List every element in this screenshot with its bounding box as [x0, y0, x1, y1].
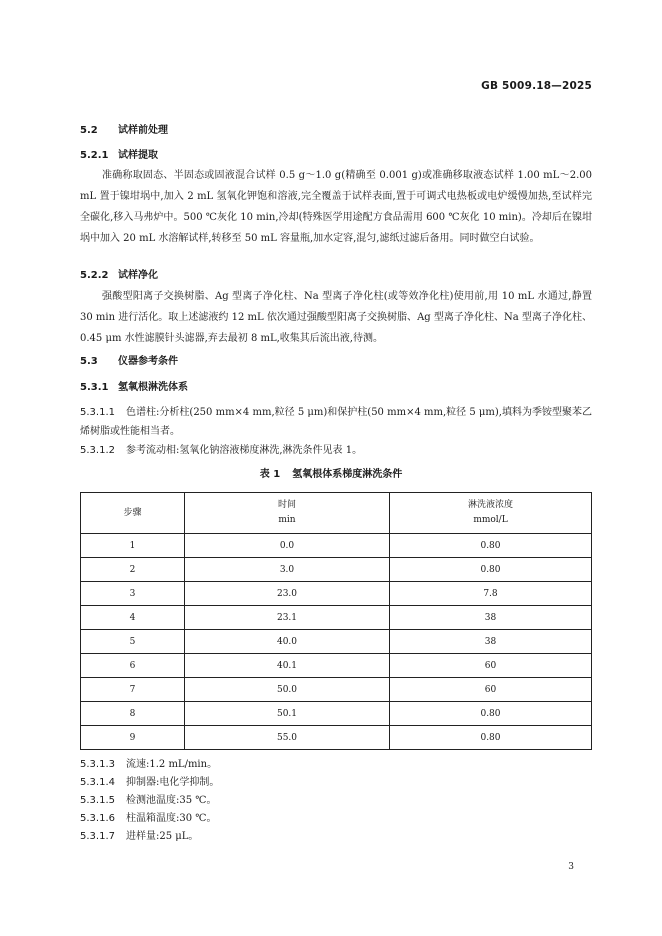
cell-concentration: 0.80: [390, 534, 592, 558]
section-5-3-heading: [80, 352, 178, 367]
cell-concentration: 0.80: [390, 558, 592, 582]
table-title: 氢氧根体系梯度淋洗条件: [292, 469, 403, 480]
table-caption: [0, 465, 662, 480]
header-step: 步骤: [81, 493, 185, 534]
header-concentration-label: 淋洗液浓度: [467, 500, 513, 510]
item-text: 柱温箱温度:30 ℃。: [126, 813, 217, 824]
table-row: [81, 606, 592, 630]
item-5-3-1-5: [80, 791, 216, 806]
section-number: 5.2: [80, 125, 98, 136]
paragraph-sample-extraction: 准确称取固态、半固态或固液混合试样 0.5 g～1.0 g(精确至 0.001 g)或准确移取液态试样 1.00 mL～2.00 mL 置于镍坩埚中,加入 2 mL 氢氧化钾饱和溶液,完全覆盖于试样表面,置于可调式电热板或电炉缓慢加热,至试样完全碳化,移入马弗炉中。500 ℃灰化 10 min,冷却(特殊医学用途配方食品需用 600 ℃灰化 10 min)。冷却后在镍坩埚中加入 20 mL 水溶解试样,转移至 50 mL 容量瓶,加水定容,混匀,滤纸过滤后备用。同时做空白试验。: [80, 170, 592, 244]
item-number: 5.3.1.6: [80, 813, 115, 824]
table-row: [81, 534, 592, 558]
table-row: [81, 654, 592, 678]
section-5-2-2-heading: [80, 266, 158, 281]
section-number: 5.3.1: [80, 382, 109, 393]
cell-time: 40.1: [185, 654, 390, 678]
table-header-row: [81, 493, 592, 534]
cell-time: 50.1: [185, 702, 390, 726]
table-row: [81, 726, 592, 750]
paragraph-sample-purification: 强酸型阳离子交换树脂、Ag 型离子净化柱、Na 型离子净化柱(或等效净化柱)使用前,用 10 mL 水通过,静置 30 min 进行活化。取上述滤液约 12 mL 依次通过强酸型阳离子交换树脂、Ag 型离子净化柱、Na 型离子净化柱、0.45 μm 水性滤膜针头滤器,弃去最初 8 mL,收集其后流出液,待测。: [80, 291, 592, 344]
header-time-label: 时间: [277, 500, 296, 510]
item-5-3-1-3: [80, 755, 217, 770]
item-5-3-1-6: [80, 809, 216, 824]
table-row: [81, 702, 592, 726]
cell-step: 6: [81, 654, 185, 678]
cell-time: 3.0: [185, 558, 390, 582]
cell-concentration: 0.80: [390, 726, 592, 750]
table-number: 表 1: [259, 469, 281, 480]
standard-number: GB 5009.18—2025: [481, 80, 592, 92]
item-text: 进样量:25 μL。: [126, 831, 199, 842]
cell-concentration: 38: [390, 606, 592, 630]
section-5-2-heading: [80, 121, 168, 136]
cell-step: 1: [81, 534, 185, 558]
item-text: 色谱柱:分析柱(250 mm×4 mm,粒径 5 μm)和保护柱(50 mm×4 mm,粒径 5 μm),填料为季铵型聚苯乙烯树脂或性能相当者。: [80, 407, 592, 437]
item-text: 检测池温度:35 ℃。: [126, 795, 217, 806]
table-row: [81, 582, 592, 606]
table-row: [81, 558, 592, 582]
cell-concentration: 7.8: [390, 582, 592, 606]
cell-time: 0.0: [185, 534, 390, 558]
item-text: 流速:1.2 mL/min。: [126, 759, 218, 770]
section-title: 氢氧根淋洗体系: [118, 382, 188, 393]
cell-time: 23.1: [185, 606, 390, 630]
section-number: 5.2.1: [80, 150, 109, 161]
cell-time: 55.0: [185, 726, 390, 750]
item-5-3-1-7: [80, 827, 198, 842]
section-title: 试样净化: [118, 270, 158, 281]
section-title: 试样提取: [118, 150, 158, 161]
cell-time: 50.0: [185, 678, 390, 702]
cell-step: 9: [81, 726, 185, 750]
item-5-3-1-2: [80, 441, 362, 456]
header-concentration-unit: mmol/L: [473, 515, 508, 525]
section-5-3-1-heading: [80, 378, 188, 393]
cell-time: 40.0: [185, 630, 390, 654]
cell-concentration: 60: [390, 654, 592, 678]
item-text: 参考流动相:氢氧化钠溶液梯度淋洗,淋洗条件见表 1。: [126, 445, 363, 456]
header-time-unit: min: [278, 515, 296, 525]
section-number: 5.2.2: [80, 270, 109, 281]
cell-step: 7: [81, 678, 185, 702]
section-5-2-1-heading: [80, 146, 158, 161]
item-number: 5.3.1.4: [80, 777, 115, 788]
item-number: 5.3.1.3: [80, 759, 115, 770]
item-number: 5.3.1.7: [80, 831, 115, 842]
item-number: 5.3.1.2: [80, 445, 115, 456]
page-number: 3: [568, 862, 574, 872]
gradient-elution-table: [80, 492, 592, 750]
header-time: [185, 493, 390, 534]
cell-concentration: 0.80: [390, 702, 592, 726]
cell-step: 5: [81, 630, 185, 654]
item-5-3-1-4: [80, 773, 219, 788]
cell-step: 8: [81, 702, 185, 726]
cell-concentration: 38: [390, 630, 592, 654]
table-row: [81, 630, 592, 654]
cell-step: 4: [81, 606, 185, 630]
section-title: 试样前处理: [118, 125, 168, 136]
section-title: 仪器参考条件: [118, 356, 178, 367]
item-number: 5.3.1.5: [80, 795, 115, 806]
section-number: 5.3: [80, 356, 98, 367]
header-concentration: [390, 493, 592, 534]
table-row: [81, 678, 592, 702]
cell-concentration: 60: [390, 678, 592, 702]
cell-step: 3: [81, 582, 185, 606]
cell-step: 2: [81, 558, 185, 582]
item-text: 抑制器:电化学抑制。: [126, 777, 220, 788]
item-5-3-1-1: [80, 403, 592, 441]
cell-time: 23.0: [185, 582, 390, 606]
item-number: 5.3.1.1: [80, 407, 115, 418]
